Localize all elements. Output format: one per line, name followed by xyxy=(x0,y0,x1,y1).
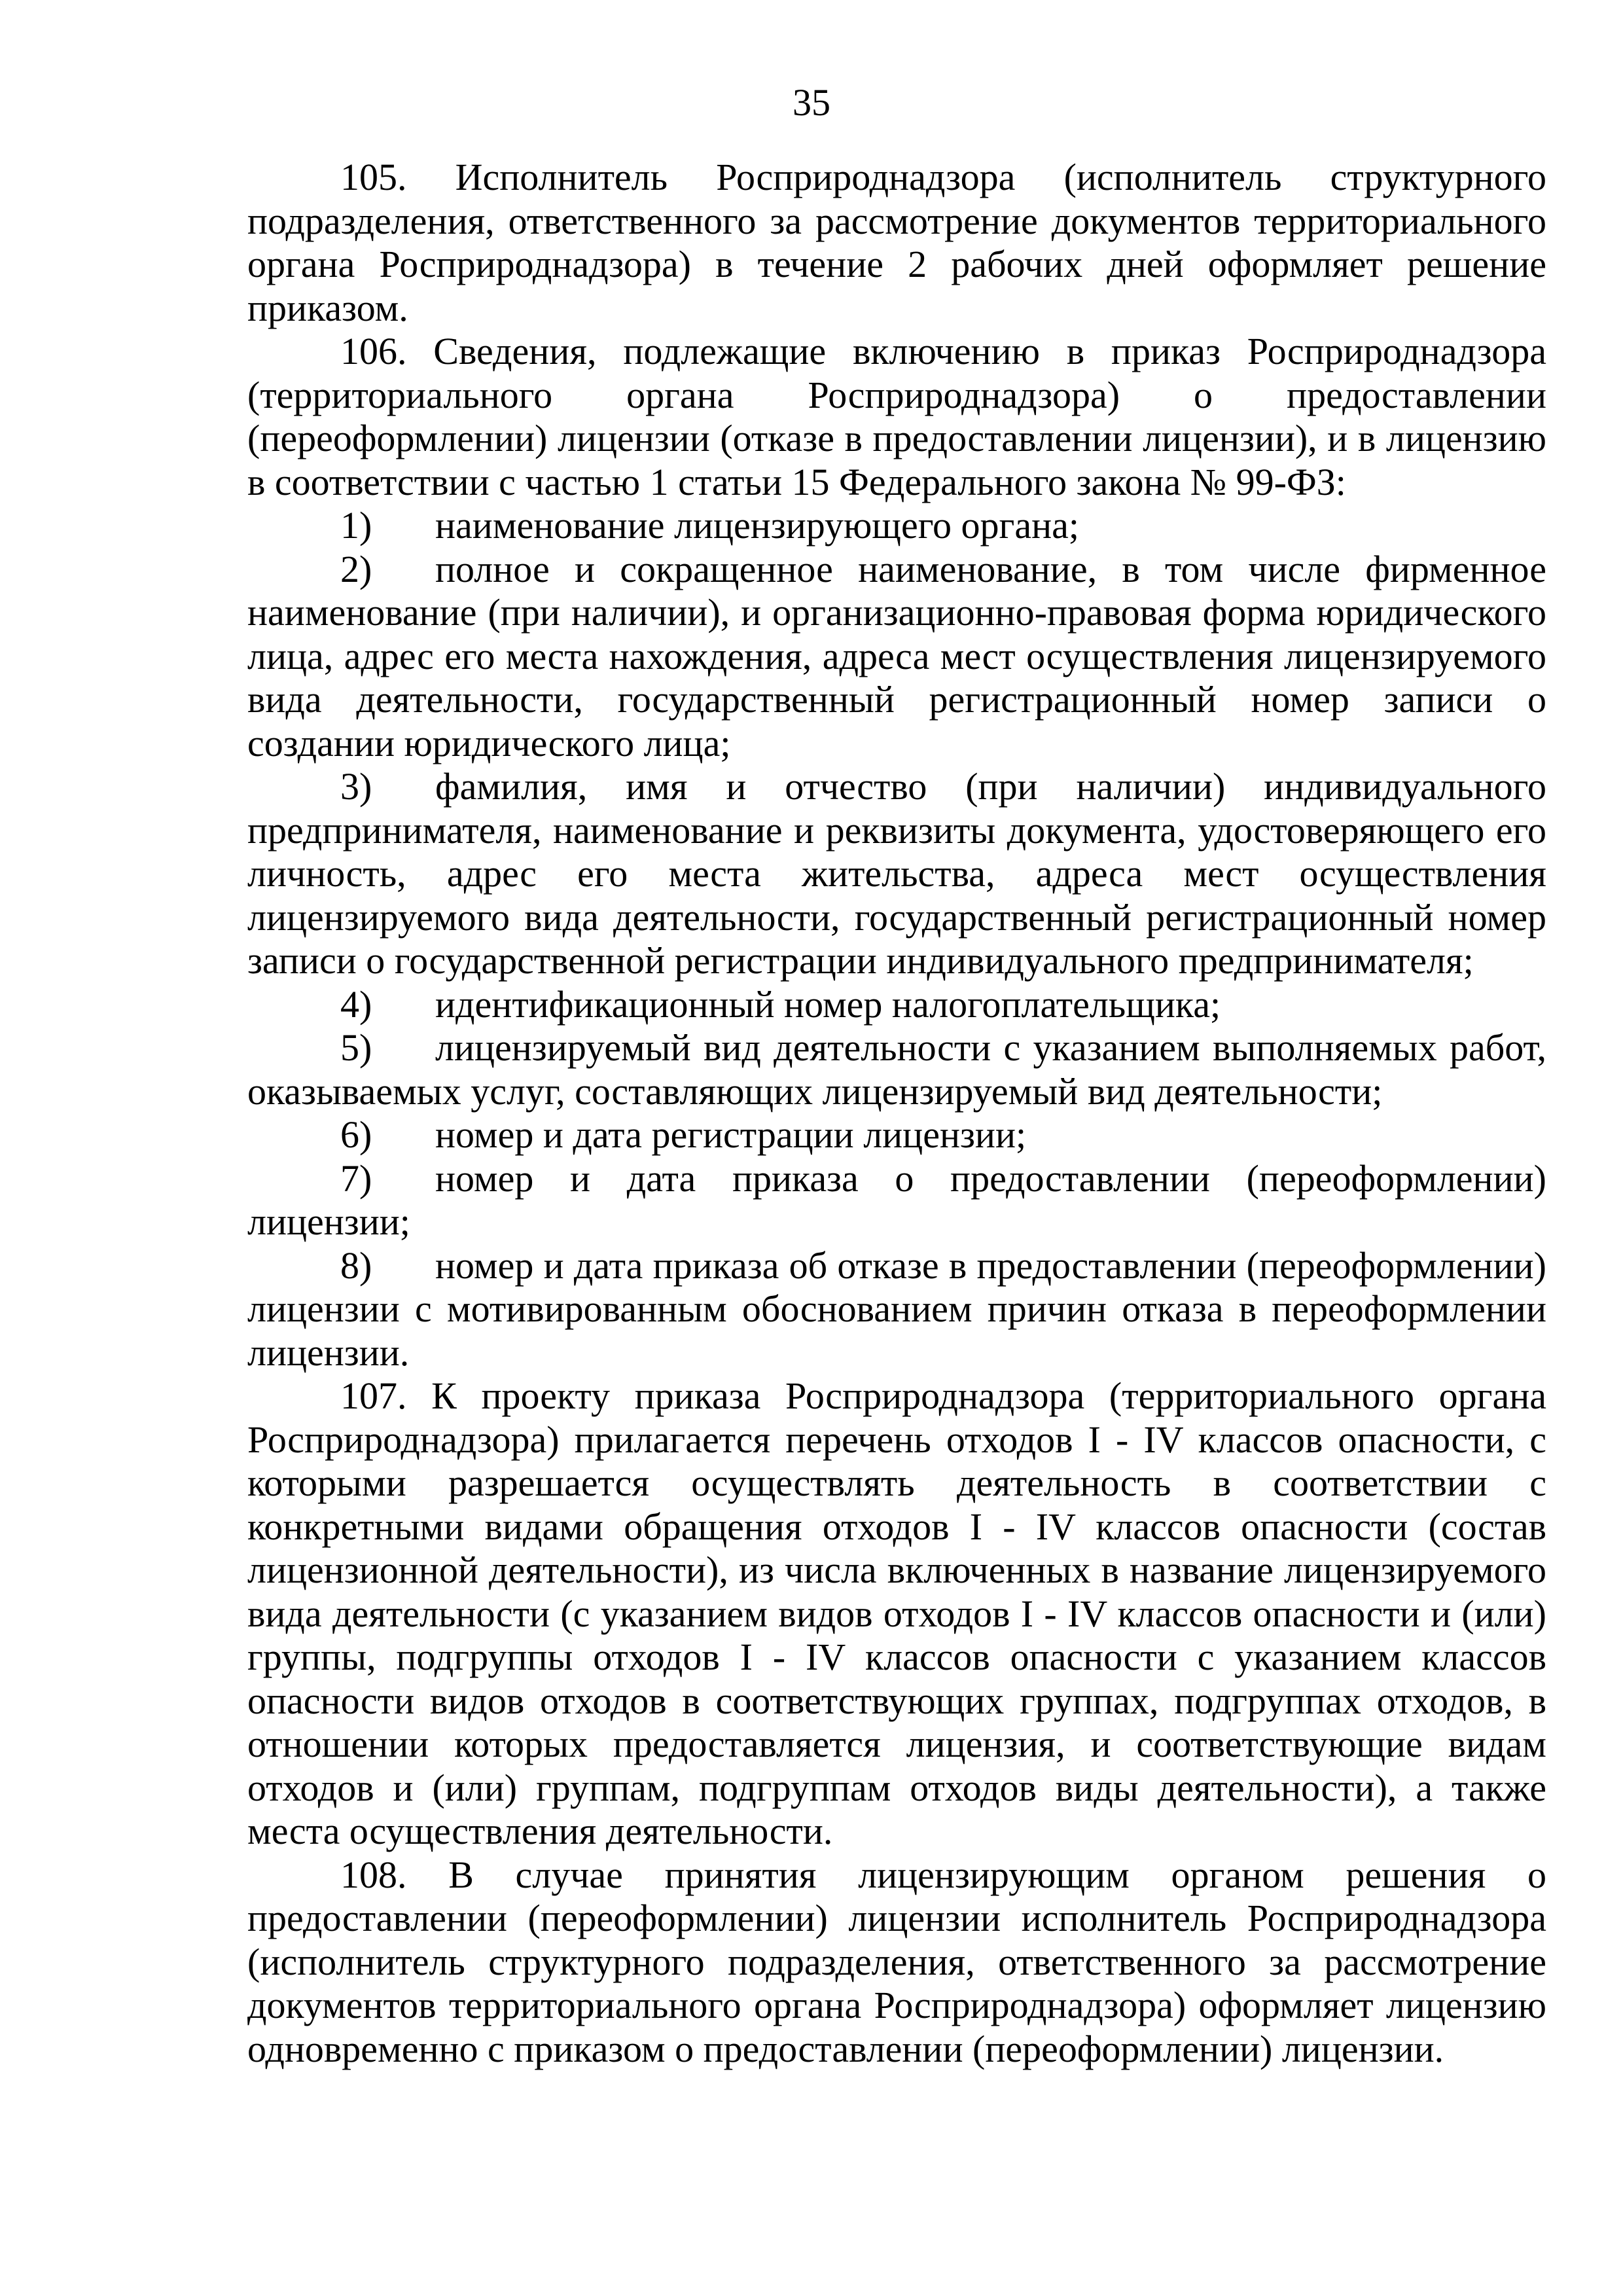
list-item-text: фамилия, имя и отчество (при наличии) индивидуального предпринимателя, наименование и реквизиты документа, удостоверяющего его личность, адрес его места жительства, адреса мест осуществления лицензируемого вида деятельности, государственный регистрационный номер записи о государственной регистрации индивидуального предпринимателя; xyxy=(247,765,1546,982)
list-item-number: 3) xyxy=(340,765,372,808)
list-item-text: наименование лицензирующего органа; xyxy=(435,504,1079,547)
list-item-number: 1) xyxy=(340,504,372,547)
list-item-number: 2) xyxy=(340,547,372,590)
document-body xyxy=(247,156,1546,2071)
list-item-text: номер и дата приказа о предоставлении (переоформлении) лицензии; xyxy=(247,1157,1546,1243)
list-item-text: номер и дата регистрации лицензии; xyxy=(435,1113,1027,1156)
page-number: 35 xyxy=(793,81,830,124)
list-item xyxy=(247,765,1546,983)
list-item-number: 7) xyxy=(340,1157,372,1200)
paragraph-108: 108. В случае принятия лицензирующим органом решения о предоставлении (переоформлении) лицензии исполнитель Росприроднадзора (исполнитель структурного подразделения, ответственного за рассмотрение документов территориального органа Росприроднадзора) оформляет лицензию одновременно с приказом о предоставлении (переоформлении) лицензии. xyxy=(247,1853,1546,2070)
list-item xyxy=(247,1244,1546,1375)
paragraph-106: 106. Сведения, подлежащие включению в приказ Росприроднадзора (территориального органа Росприроднадзора) о предоставлении (переоформлении) лицензии (отказе в предоставлении лицензии), и в лицензию в соответствии с частью 1 статьи 15 Федерального закона № 99-ФЗ: xyxy=(247,330,1546,503)
list-item-text: номер и дата приказа об отказе в предоставлении (переоформлении) лицензии с мотивированным обоснованием причин отказа в переоформлении лицензии. xyxy=(247,1244,1546,1374)
list-item-number: 5) xyxy=(340,1026,372,1069)
list-item-number: 4) xyxy=(340,982,372,1026)
list-item xyxy=(247,1113,1546,1157)
list-item xyxy=(247,504,1546,548)
list-item xyxy=(247,983,1546,1027)
paragraph-105: 105. Исполнитель Росприроднадзора (исполнитель структурного подразделения, ответственного за рассмотрение документов территориального органа Росприроднадзора) в течение 2 рабочих дней оформляет решение приказом. xyxy=(247,156,1546,329)
list-item xyxy=(247,548,1546,766)
list-item xyxy=(247,1026,1546,1113)
paragraph-107: 107. К проекту приказа Росприроднадзора (территориального органа Росприроднадзора) прилагается перечень отходов I - IV классов опасности, с которыми разрешается осуществлять деятельность в соответствии с конкретными видами обращения отходов I - IV классов опасности (состав лицензионной деятельности), из числа включенных в название лицензируемого вида деятельности (с указанием видов отходов I - IV классов опасности и (или) группы, подгруппы отходов I - IV классов опасности с указанием классов опасности видов отходов в соответствующих группах, подгруппах отходов, в отношении которых предоставляется лицензия, и соответствующие видам отходов и (или) группам, подгруппам отходов виды деятельности), а также места осуществления деятельности. xyxy=(247,1374,1546,1852)
list-item-number: 6) xyxy=(340,1113,372,1156)
list-item-text: полное и сокращенное наименование, в том числе фирменное наименование (при наличии), и организационно-правовая форма юридического лица, адрес его места нахождения, адреса мест осуществления лицензируемого вида деятельности, государственный регистрационный номер записи о создании юридического лица; xyxy=(247,547,1546,764)
list-item-number: 8) xyxy=(340,1244,372,1287)
list-item-text: лицензируемый вид деятельности с указанием выполняемых работ, оказываемых услуг, составляющих лицензируемый вид деятельности; xyxy=(247,1026,1546,1113)
list-item xyxy=(247,1157,1546,1244)
list-item-text: идентификационный номер налогоплательщика; xyxy=(435,982,1221,1026)
